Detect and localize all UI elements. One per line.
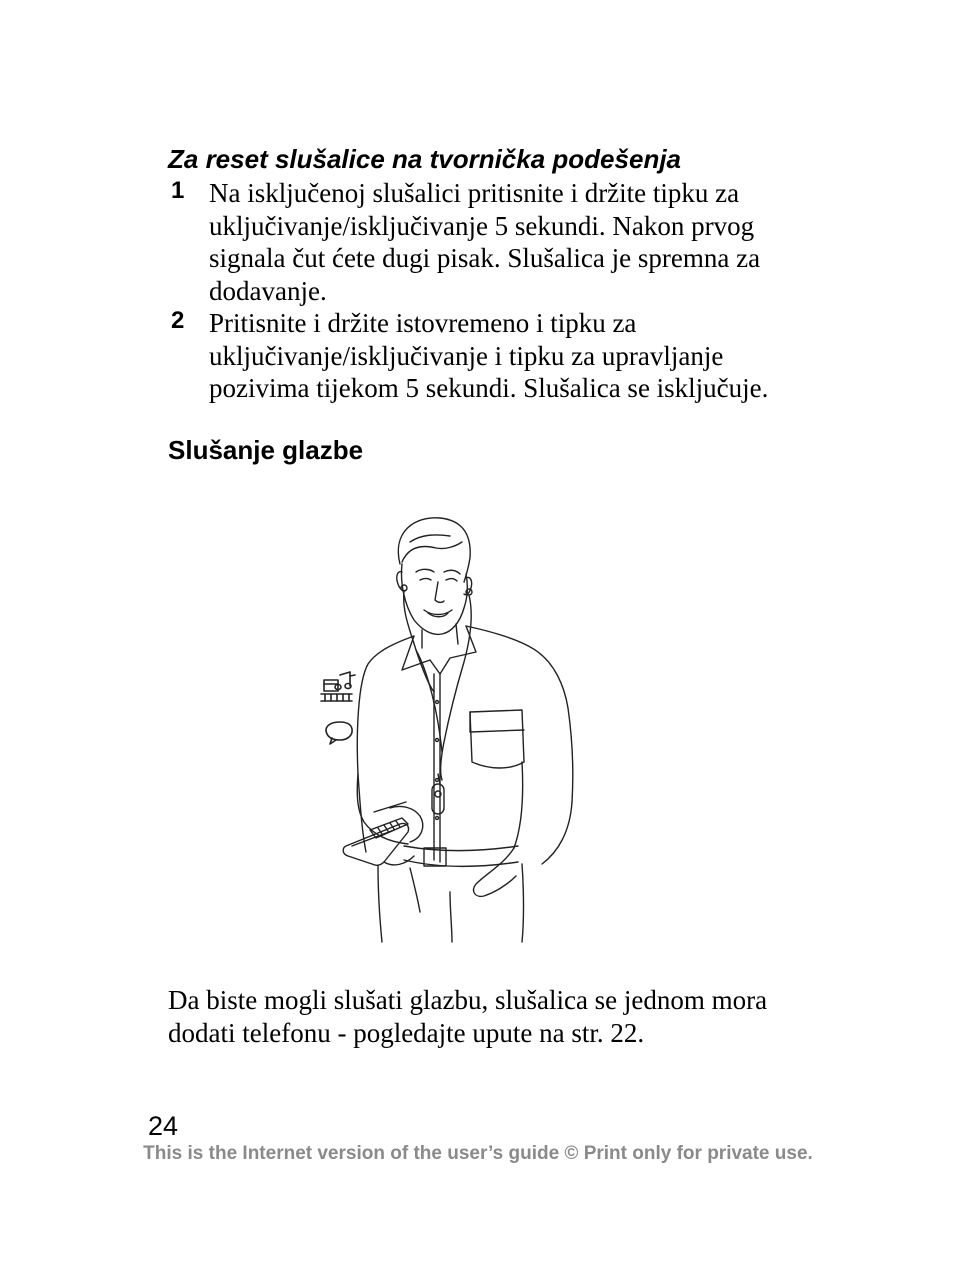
step-number: 1 (171, 177, 185, 204)
step-text: Na isključenoj slušalici pritisnite i držite tipku za uključivanje/isključivanje 5 sekundi. Nakon prvog signala čut ćete dugi pisak. Slušalica je spremna za dodavanje. (209, 178, 761, 306)
step-2 (168, 307, 828, 405)
page-number: 24 (148, 1111, 179, 1141)
step-1 (168, 177, 828, 307)
music-heading: Slušanje glazbe (168, 435, 364, 465)
footer-text: This is the Internet version of the user’s guide © Print only for private use. (143, 1143, 813, 1164)
step-number: 2 (171, 307, 185, 334)
footer-notice (0, 1143, 954, 1165)
step-text: Pritisnite i držite istovremeno i tipku za uključivanje/isključivanje i tipku za upravljanje pozivima tijekom 5 sekundi. Slušalica se isključuje. (209, 308, 769, 403)
reset-heading: Za reset slušalice na tvornička podešenja (168, 144, 682, 174)
music-paragraph: Da biste mogli slušati glazbu, slušalica se jednom mora dodati telefonu - pogledajte upute na str. 22. (168, 985, 768, 1048)
call-bubble-icon (326, 722, 352, 744)
media-player-icon (321, 672, 355, 701)
headset-user-illustration (318, 512, 588, 952)
